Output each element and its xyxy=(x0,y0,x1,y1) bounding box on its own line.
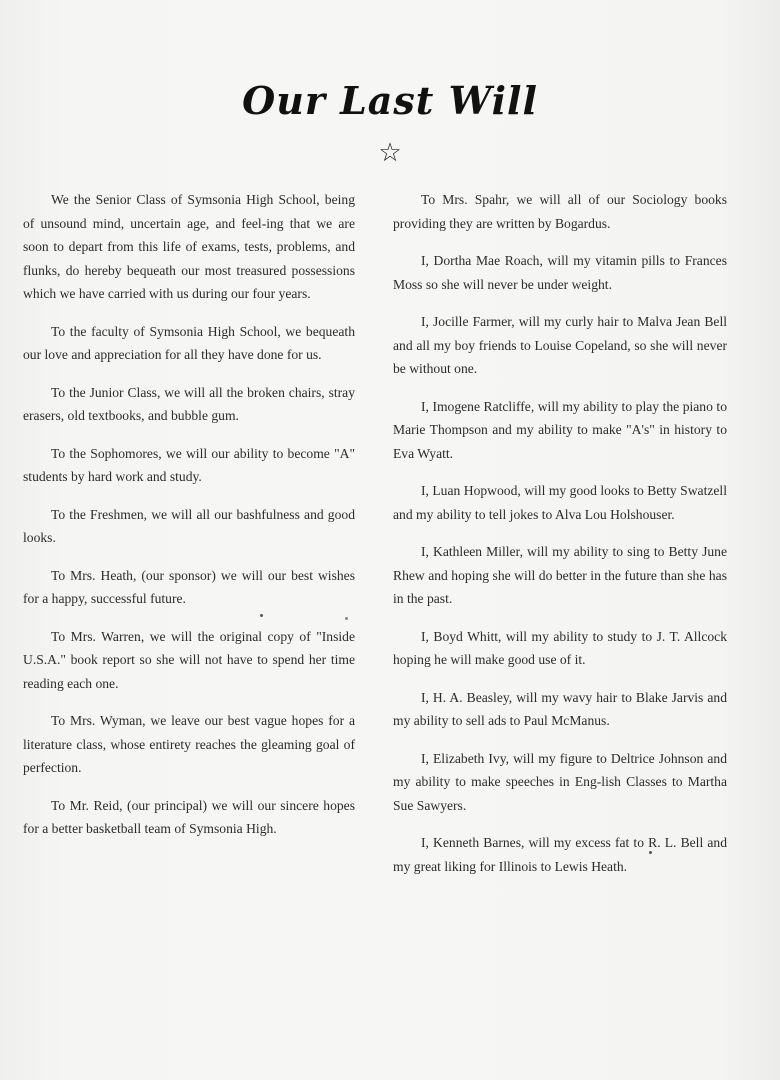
will-paragraph: I, Jocille Farmer, will my curly hair to Malva Jean Bell and all my boy friends to Louise Copeland, so she will never be without one. xyxy=(393,314,727,376)
will-paragraph: To Mrs. Spahr, we will all of our Sociology books providing they are written by Bogardus. xyxy=(393,192,727,231)
print-speck xyxy=(649,851,652,854)
will-paragraph: I, Elizabeth Ivy, will my figure to Deltrice Johnson and my ability to make speeches in Eng-lish Classes to Martha Sue Sawyers. xyxy=(393,750,727,813)
will-paragraph: I, Kathleen Miller, will my ability to sing to Betty June Rhew and hoping she will do better in the future than she has in the past. xyxy=(393,544,727,606)
right-column xyxy=(393,188,727,892)
will-paragraph: I, Boyd Whitt, will my ability to study to J. T. Allcock hoping he will make good use of it. xyxy=(393,628,727,667)
page-title: Our Last Will xyxy=(242,78,538,123)
will-paragraph: We the Senior Class of Symsonia High School, being of unsound mind, uncertain age, and feel-ing that we are soon to depart from this life of exams, tests, problems, and flunks, do hereby bequeath our most treasured possessions which we have carried with us during our four years. xyxy=(23,192,355,301)
will-paragraph: To Mr. Reid, (our principal) we will our sincere hopes for a better basketball team of Symsonia High. xyxy=(23,797,355,836)
star-icon: ☆ xyxy=(378,138,402,167)
will-paragraph: I, Imogene Ratcliffe, will my ability to play the piano to Marie Thompson and my ability to make "A's" in history to Eva Wyatt. xyxy=(393,398,727,461)
will-paragraph: To the Sophomores, we will our ability to become "A" students by hard work and study. xyxy=(23,445,355,484)
will-paragraph: To Mrs. Heath, (our sponsor) we will our best wishes for a happy, successful future. xyxy=(23,567,355,606)
will-paragraph: To the Junior Class, we will all the broken chairs, stray erasers, old textbooks, and bubble gum. xyxy=(23,384,355,423)
will-paragraph: To Mrs. Warren, we will the original copy of "Inside U.S.A." book report so she will not have to spend her time reading each one. xyxy=(23,628,355,691)
print-speck xyxy=(345,617,348,620)
print-speck xyxy=(260,614,263,617)
will-paragraph: I, H. A. Beasley, will my wavy hair to Blake Jarvis and my ability to sell ads to Paul McManus. xyxy=(393,689,727,728)
will-paragraph: To Mrs. Wyman, we leave our best vague hopes for a literature class, whose entirety reaches the gleaming goal of perfection. xyxy=(23,713,355,775)
will-paragraph: I, Kenneth Barnes, will my excess fat to R. L. Bell and my great liking for Illinois to Lewis Heath. xyxy=(393,835,727,874)
will-paragraph: To the Freshmen, we will all our bashfulness and good looks. xyxy=(23,506,355,545)
will-paragraph: To the faculty of Symsonia High School, we bequeath our love and appreciation for all they have done for us. xyxy=(23,323,355,362)
left-column xyxy=(23,188,355,855)
will-paragraph: I, Dortha Mae Roach, will my vitamin pills to Frances Moss so she will never be under weight. xyxy=(393,253,727,292)
will-paragraph: I, Luan Hopwood, will my good looks to Betty Swatzell and my ability to tell jokes to Alva Lou Holshouser. xyxy=(393,483,727,522)
